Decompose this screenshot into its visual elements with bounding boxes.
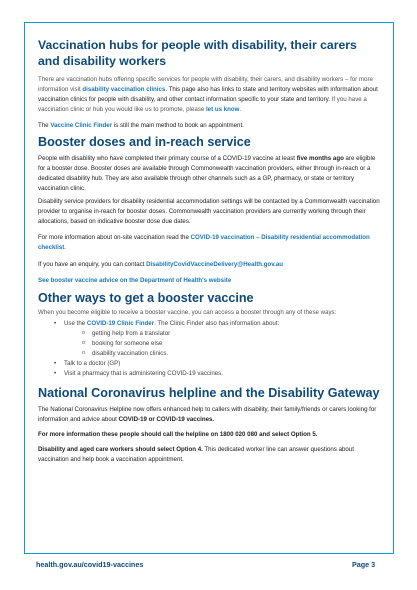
paragraph-clinic-finder [38, 121, 381, 131]
list-item: o disability vaccination clinics. [38, 349, 381, 359]
text: . [64, 243, 67, 251]
heading-vaccination-hubs: Vaccination hubs for people with disability, their carers and disability workers [38, 38, 357, 69]
list-item: o booking for someone else [38, 339, 381, 349]
paragraph-enquiry [38, 260, 381, 270]
text: Use the [64, 320, 86, 328]
footer-page-number: Page 3 [352, 560, 376, 569]
link-let-us-know[interactable]: let us know [205, 105, 240, 113]
link-vaccine-clinic-finder[interactable]: Vaccine Clinic Finder [50, 121, 113, 129]
text: If you have an enquiry, you can contact [38, 260, 145, 268]
text: People with disability who have completed their primary course of a COVID-19 vaccine at least [38, 154, 296, 162]
heading-national-helpline: National Coronavirus helpline and the Disability Gateway [38, 386, 380, 401]
paragraph-helpline-info [38, 405, 381, 425]
link-disability-vaccination-clinics[interactable]: disability vaccination clinics [82, 85, 166, 93]
paragraph-hubs-info [38, 75, 381, 115]
text: For more information about on-site vaccination read the [38, 233, 189, 241]
list-item: o getting help from a translator [38, 329, 381, 339]
list-item-clinic-finder [38, 319, 381, 329]
text-covid-vaccines: COVID-19 or COVID-19 vaccines. [118, 416, 215, 424]
link-disability-residential-checklist[interactable]: COVID-19 vaccination – Disability residential accommodation checklist [38, 233, 370, 251]
list-item-gp: • Talk to a doctor (GP) [38, 359, 381, 369]
text: . This page also has links to state and territory websites with information about vaccination clinics for people with disability, and other contact information specific to your state and territory. [38, 85, 378, 103]
booster-options-list-continued [38, 359, 381, 379]
clinic-finder-info-list [38, 329, 381, 359]
text-five-months: five months ago [296, 154, 344, 162]
page-top-margin [0, 0, 417, 18]
paragraph-worker-line [38, 445, 381, 465]
paragraph-in-reach: Disability service providers for disability residential accommodation settings will be contacted by a Commonwealth vaccination provider to organise in-reach for booster doses. Commonwealth vaccination providers are currently working through their allocations, based on indicative booster dose due dates. [38, 197, 380, 225]
text: The [38, 121, 49, 129]
text: There are vaccination hubs offering specific services for people with disability, their carers, and disability workers – for more information visit [38, 75, 373, 93]
heading-booster-doses: Booster doses and in-reach service [38, 134, 251, 149]
link-booster-advice[interactable]: See booster vaccine advice on the Department of Health's website [38, 277, 232, 285]
text: . [239, 105, 242, 113]
paragraph-helpline-option5: For more information these people should call the helpline on 1800 020 080 and select Option 5. [38, 431, 318, 439]
heading-other-ways: Other ways to get a booster vaccine [38, 291, 254, 306]
text: The National Coronavirus Helpline now offers enhanced help to callers with disability, their family/friends or carers looking for information and advice about [38, 406, 377, 424]
paragraph-booster-advice [38, 276, 381, 286]
text: This dedicated worker line can answer questions about vaccination and help book a vaccination appointment. [38, 446, 354, 464]
text: are eligible for a booster dose. Booster doses are available through Commonwealth vaccination providers, either through in-reach or a dedicated disability hub. They are also available through other channels such as a GP, pharmacy, or state or territory vaccination clinic. [38, 154, 376, 192]
text: If you have a vaccination clinic or hub you would like us to promote, please [38, 95, 367, 113]
list-item-pharmacy: • Visit a pharmacy that is administering COVID-19 vaccines. [38, 369, 381, 379]
link-covid-clinic-finder[interactable]: COVID-19 Clinic Finder [86, 320, 155, 328]
text: . The Clinic Finder also has information about: [154, 320, 280, 328]
footer-url: health.gov.au/covid19-vaccines [36, 560, 144, 569]
text: is still the main method to book an appointment. [113, 121, 244, 129]
text-option4: Disability and aged care workers should select Option 4. [38, 446, 203, 454]
content-frame [24, 22, 394, 554]
booster-options-list [38, 319, 381, 329]
link-email-disability-delivery[interactable]: DisabilityCovidVaccineDelivery@Health.gov.au [146, 260, 284, 268]
paragraph-booster-eligibility [38, 154, 381, 194]
paragraph-onsite-vaccination [38, 233, 381, 253]
paragraph-other-ways-intro: When you become eligible to receive a booster vaccine, you can access a booster through any of these ways: [38, 309, 337, 317]
